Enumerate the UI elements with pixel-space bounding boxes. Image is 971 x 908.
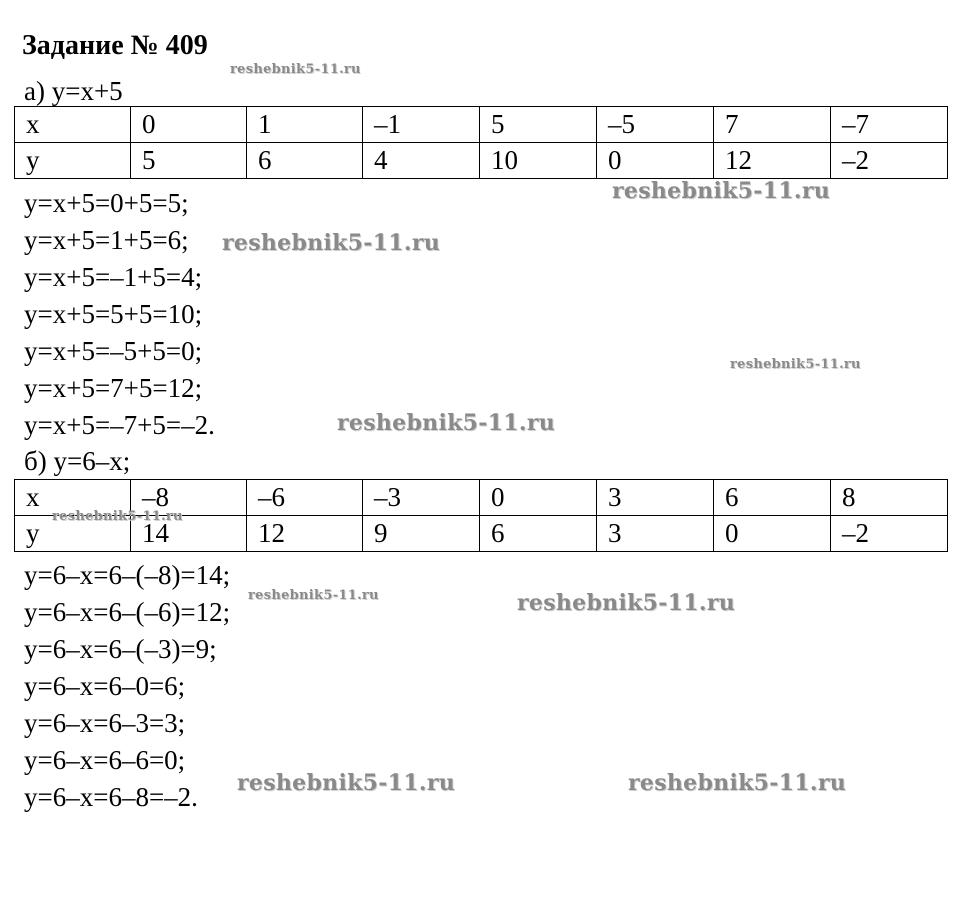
table-cell: 3 bbox=[597, 516, 714, 552]
table-row-x bbox=[15, 107, 948, 143]
table-cell: 4 bbox=[363, 143, 480, 179]
step-line: y=6–x=6–8=–2. bbox=[24, 782, 198, 812]
step-line: y=6–x=6–0=6; bbox=[24, 671, 186, 701]
task-title: Задание № 409 bbox=[22, 30, 208, 61]
table-cell: 9 bbox=[363, 516, 480, 552]
table-cell: –5 bbox=[597, 107, 714, 143]
part-a-heading: а) y=x+5 bbox=[24, 76, 123, 106]
step-line: y=x+5=1+5=6; bbox=[24, 225, 189, 255]
part-b-steps bbox=[24, 557, 230, 816]
watermark: reshebnik5-11.ru bbox=[222, 230, 441, 256]
table-row-y bbox=[15, 143, 948, 179]
table-cell: 14 bbox=[131, 516, 247, 552]
table-cell: 0 bbox=[714, 516, 831, 552]
step-line: y=6–x=6–(–3)=9; bbox=[24, 634, 217, 664]
step-line: y=x+5=–7+5=–2. bbox=[24, 410, 215, 440]
row-label-y: y bbox=[15, 516, 131, 552]
table-cell: –6 bbox=[247, 480, 363, 516]
table-cell: 12 bbox=[247, 516, 363, 552]
table-cell: 1 bbox=[247, 107, 363, 143]
watermark: reshebnik5-11.ru bbox=[337, 410, 556, 436]
table-cell: 0 bbox=[480, 480, 597, 516]
table-cell: –7 bbox=[831, 107, 948, 143]
table-cell: 0 bbox=[131, 107, 247, 143]
step-line: y=x+5=5+5=10; bbox=[24, 299, 203, 329]
table-cell: –2 bbox=[831, 516, 948, 552]
table-cell: 7 bbox=[714, 107, 831, 143]
row-label-x: x bbox=[15, 480, 131, 516]
watermark: reshebnik5-11.ru bbox=[612, 178, 831, 204]
row-label-y: y bbox=[15, 143, 131, 179]
step-line: y=x+5=–1+5=4; bbox=[24, 262, 203, 292]
table-cell: –8 bbox=[131, 480, 247, 516]
step-line: y=x+5=–5+5=0; bbox=[24, 336, 203, 366]
table-cell: –2 bbox=[831, 143, 948, 179]
part-b-heading: б) y=6–x; bbox=[24, 446, 131, 476]
table-cell: 8 bbox=[831, 480, 948, 516]
watermark: reshebnik5-11.ru bbox=[517, 590, 736, 616]
table-cell: –3 bbox=[363, 480, 480, 516]
step-line: y=6–x=6–6=0; bbox=[24, 745, 186, 775]
row-label-x: x bbox=[15, 107, 131, 143]
step-line: y=x+5=0+5=5; bbox=[24, 188, 189, 218]
watermark: reshebnik5-11.ru bbox=[248, 588, 379, 603]
part-a-steps bbox=[24, 185, 215, 444]
watermark: reshebnik5-11.ru bbox=[52, 509, 183, 524]
watermark: reshebnik5-11.ru bbox=[237, 770, 456, 796]
table-cell: 3 bbox=[597, 480, 714, 516]
table-cell: 12 bbox=[714, 143, 831, 179]
watermark: reshebnik5-11.ru bbox=[628, 770, 847, 796]
part-a-table bbox=[14, 106, 948, 179]
watermark: reshebnik5-11.ru bbox=[230, 62, 361, 77]
step-line: y=6–x=6–(–6)=12; bbox=[24, 597, 231, 627]
table-cell: 5 bbox=[131, 143, 247, 179]
table-cell: 10 bbox=[480, 143, 597, 179]
step-line: y=6–x=6–3=3; bbox=[24, 708, 186, 738]
table-cell: 6 bbox=[480, 516, 597, 552]
step-line: y=6–x=6–(–8)=14; bbox=[24, 560, 231, 590]
table-cell: 6 bbox=[247, 143, 363, 179]
table-cell: 6 bbox=[714, 480, 831, 516]
watermark: reshebnik5-11.ru bbox=[730, 357, 861, 372]
table-cell: 5 bbox=[480, 107, 597, 143]
table-cell: –1 bbox=[363, 107, 480, 143]
table-cell: 0 bbox=[597, 143, 714, 179]
step-line: y=x+5=7+5=12; bbox=[24, 373, 203, 403]
